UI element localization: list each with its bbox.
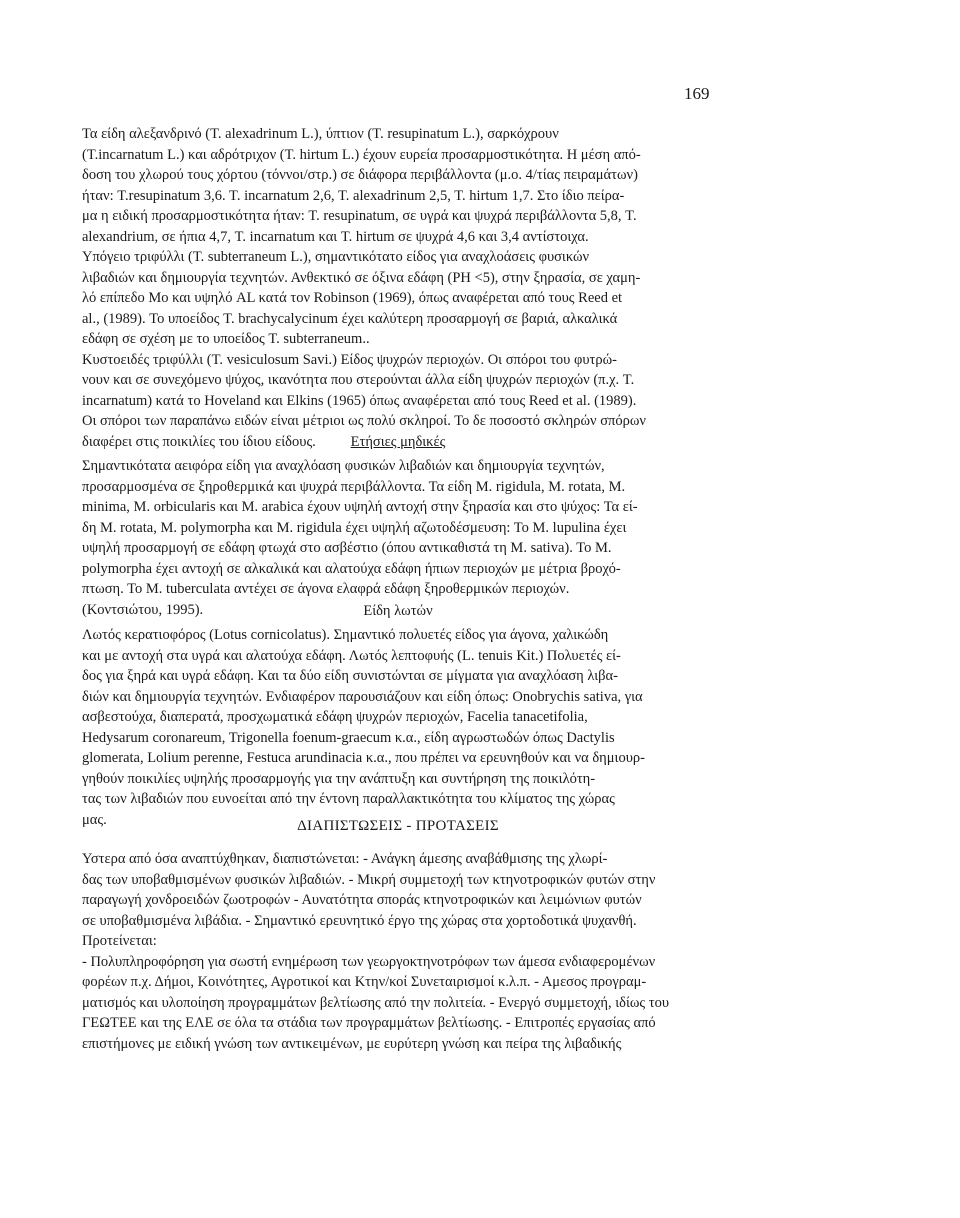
text-line: polymorpha έχει αντοχή σε αλκαλικά και αλατούχα εδάφη ήπιων περιοχών με μέτρια βροχό- [82, 560, 621, 577]
text-line: διαφέρει στις ποικιλίες του ίδιου είδους. [82, 433, 316, 450]
text-line: Κυστοειδές τριφύλλι (T. vesiculosum Savi.) Είδος ψυχρών περιοχών. Οι σπόροι του φυτρώ- [82, 351, 617, 368]
text-line: μας. [82, 811, 107, 828]
text-line: δοση του χλωρού τους χόρτου (τόννοι/στρ.) σε διάφορα περιβάλλοντα (μ.ο. 4/τίας πειραμάτων) [82, 167, 638, 183]
text-line: ΓΕΩΤΕΕ και της ΕΛΕ σε όλα τα στάδια των προγραμμάτων βελτίωσης. - Επιτροπές εργασίας από [82, 1015, 656, 1031]
text-line: incarnatum) κατά το Hoveland και Elkins (1965) όπως αναφέρεται από τους Reed et al. (1989). [82, 392, 637, 409]
text-line: Hedysarum coronareum, Trigonella foenum-graecum κ.α., είδη αγρωστωδών όπως Dactylis [82, 729, 615, 746]
lotus-paragraph [82, 625, 714, 830]
text-line: παραγωγή χονδροειδών ζωοτροφών - Αυνατότητα σποράς κτηνοτροφικών και λειμώνιων φυτών [82, 892, 642, 908]
text-line: δας των υποβαθμισμένων φυσικών λιβαδιών. - Μικρή συμμετοχή των κτηνοτροφικών φυτών στην [82, 871, 656, 888]
text-line: Τα είδη αλεξανδρινό (T. alexadrinum L.), ύπτιον (T. resupinatum L.), σαρκόχρουν [82, 126, 559, 142]
text-line: (Κοντσιώτου, 1995). [82, 601, 204, 618]
text-line: al., (1989). Το υποείδος T. brachycalycinum έχει καλύτερη προσαρμογή σε βαριά, αλκαλικά [82, 310, 618, 327]
text-line: λιβαδιών και δημιουργία τεχνητών. Ανθεκτικό σε όξινα εδάφη (PH <5), στην ξηρασία, σε χαμη- [82, 269, 641, 286]
text-line: Υστερα από όσα αναπτύχθηκαν, διαπιστώνεται: - Ανάγκη άμεσης αναβάθμισης της χλωρί- [82, 851, 608, 867]
text-line: Σημαντικότατα αειφόρα είδη για αναχλόαση φυσικών λιβαδιών και δημιουργία τεχνητών, [82, 458, 605, 474]
text-line: σε υποβαθμισμένα λιβάδια. - Σημαντικό ερευνητικό έργο της χώρας στα χορτοδοτικά ψυχανθή. [82, 912, 637, 929]
intro-paragraphs [82, 124, 714, 452]
text-line: δη M. rotata, M. polymorpha και M. rigidula έχει υψηλή αζωτοδέσμευση: Το M. lupulina έχει [82, 519, 627, 536]
text-line: λό επίπεδο Mo και υψηλό AL κατά τον Robinson (1969), όπως αναφέρεται από τους Reed et [82, 290, 623, 306]
heading-lotus-species: Είδη λωτών [363, 603, 433, 619]
text-line: Λωτός κερατιοφόρος (Lotus cornicolatus). Σημαντικό πολυετές είδος για άγονα, χαλικώδη [82, 627, 609, 643]
text-line: νουν και σε συνεχόμενο ψύχος, ικανότητα που στερούνται άλλα είδη ψυχρών περιοχών (π.χ. T. [82, 372, 635, 388]
text-line: διών και δημιουργία τεχνητών. Ενδιαφέρον παρουσιάζουν και είδη όπως: Onobrychis sativa, για [82, 688, 643, 705]
page-number: 169 [684, 84, 710, 103]
conclusions-paragraph [82, 849, 714, 1054]
text-line: Προτείνεται: [82, 933, 157, 949]
heading-conclusions: ΔΙΑΠΙΣΤΩΣΕΙΣ - ΠΡΟΤΑΣΕΙΣ [297, 818, 499, 834]
text-line: πτωση. Το M. tuberculata αντέχει σε άγονα ελαφρά εδάφη ξηροθερμικών περιοχών. [82, 581, 570, 597]
text-line: ματισμός και υλοποίηση προγραμμάτων βελτίωσης από την πολιτεία. - Ενεργό συμμετοχή, ιδίως του [82, 994, 670, 1011]
text-line: και με αντοχή στα υγρά και αλατούχα εδάφη. Λωτός λεπτοφυής (L. tenuis Kit.) Πολυετές εί- [82, 647, 621, 664]
text-line: προσαρμοσμένα σε ξηροθερμικά και ψυχρά περιβάλλοντα. Τα είδη M. rigidula, M. rotata, M. [82, 478, 626, 495]
text-line: alexandrium, σε ήπια 4,7, T. incarnatum και T. hirtum σε ψυχρά 4,6 και 3,4 αντίστοιχα. [82, 228, 589, 245]
medicago-paragraph [82, 456, 714, 620]
text-line: εδάφη σε σχέση με το υποείδος T. subterraneum.. [82, 331, 370, 347]
text-line: ασβεστούχα, διαπερατά, προσχωματικά εδάφη ψυχρών περιοχών, Facelia tanacetifolia, [82, 709, 588, 725]
text-line: - Πολυπληροφόρηση για σωστή ενημέρωση των γεωργοκτηνοτρόφων των άμεσα ενδιαφερομένων [82, 953, 656, 970]
text-line: Οι σπόροι των παραπάνω ειδών είναι μέτριοι ως πολύ σκληροί. Το δε ποσοστό σκληρών σπόρων [82, 413, 646, 429]
text-line: επιστήμονες με ειδική γνώση των αντικειμένων, με ευρύτερη γνώση και πείρα της λιβαδικής [82, 1035, 622, 1052]
text-line: υψηλή προσαρμογή σε εδάφη φτωχά στο ασβέστιο (όπου αντικαθιστά τη M. sativa). Το M. [82, 540, 612, 556]
text-line: glomerata, Lolium perenne, Festuca arundinacia κ.α., που πρέπει να ερευνηθούν και να δημιουρ- [82, 750, 645, 766]
text-line: minima, M. orbicularis και M. arabica έχουν υψηλή αντοχή στην ξηρασία και στο ψύχος: Τα εί- [82, 499, 638, 515]
text-line: φορέων π.χ. Δήμοι, Κοινότητες, Αγροτικοί και Κτην/κοί Συνεταιρισμοί κ.λ.π. - Αμεσος προγραμ- [82, 974, 647, 990]
text-line: (T.incarnatum L.) και αδρότριχον (T. hirtum L.) έχουν ευρεία προσαρμοστικότητα. Η μέση από- [82, 146, 641, 163]
text-line: τας των λιβαδιών που ευνοείται από την έντονη παραλλακτικότητα του κλίματος της χώρας [82, 791, 615, 807]
text-line: γηθούν ποικιλίες υψηλής προσαρμογής για την ανάπτυξη και συντήρηση της ποικιλότη- [82, 770, 596, 787]
text-line: μα η ειδική προσαρμοστικότητα ήταν: T. resupinatum, σε υγρά και ψυχρά περιβάλλοντα 5,8, T. [82, 208, 637, 224]
text-line: ήταν: T.resupinatum 3,6. T. incarnatum 2,6, T. alexadrinum 2,5, T. hirtum 1,7. Στο ίδιο πείρα- [82, 187, 625, 204]
heading-annual-medics: Ετήσιες μηδικές [350, 434, 446, 450]
text-line: Υπόγειο τριφύλλι (T. subterraneum L.), σημαντικότατο είδος για αναχλοάσεις φυσικών [82, 249, 590, 265]
text-line: δος για ξηρά και υγρά εδάφη. Και τα δύο είδη συνιστώνται σε μίγματα για αναχλόαση λιβα- [82, 668, 618, 684]
